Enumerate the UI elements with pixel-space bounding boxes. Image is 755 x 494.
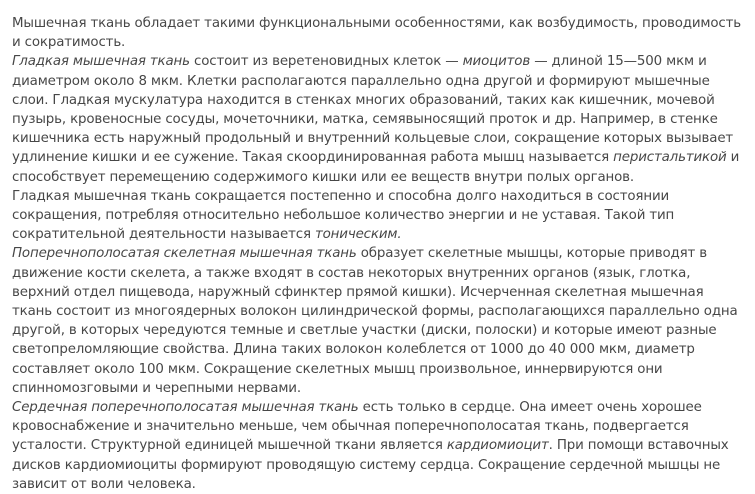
paragraph-text: и способствует перемещению содержимого кишки или ее веществ внутри полых органов. bbox=[12, 150, 740, 185]
paragraph-smooth-muscle bbox=[12, 52, 742, 186]
paragraph-cardiac-muscle bbox=[12, 398, 742, 494]
term-cardiomyocyte: кардиомиоцит bbox=[446, 438, 549, 454]
paragraph-text: образует скелетные мышцы, которые приводят в движение кости скелета, а также входят в состав некоторых внутренних органов (язык, глотка, верхний отдел пищевода, наружный сфинктер прямой кишки). Исчерченная скелетная мышечная ткань состоит из многоядерных волокон цилиндрической формы, располагающихся параллельно одна другой, в которых чередуются темные и светлые участки (диски, полоски) и которые имеют разные светопреломляющие свойства. Длина таких волокон колеблется от 1000 до 40 000 мкм, диаметр составляет около 100 мкм. Сокращение скелетных мышц произвольное, иннервируются они спинномозговыми и черепными нервами. bbox=[12, 246, 738, 396]
term-smooth-muscle: Гладкая мышечная ткань bbox=[12, 54, 190, 70]
term-myocytes: миоцитов bbox=[462, 54, 531, 70]
paragraph-skeletal-muscle bbox=[12, 244, 742, 398]
paragraph-text: . При помощи вставочных дисков кардиомиоциты формируют проводящую систему сердца. Сокращение сердечной мышцы не зависит от воли человека. bbox=[12, 438, 729, 492]
paragraph-text: есть только в сердце. Она имеет очень хорошее кровоснабжение и значительно меньше, чем обычная поперечнополосатая ткань, подвергается усталости. Структурной единицей мышечной ткани является bbox=[12, 400, 702, 454]
paragraph-text: Мышечная ткань обладает такими функциональными особенностями, как возбудимость, проводимость и сократимость. bbox=[12, 16, 742, 51]
paragraph-text: — длиной 15—500 мкм и диаметром около 8 мкм. Клетки располагаются параллельно одна другой и формируют мышечные слои. Гладкая мускулатура находится в стенках многих образований, таких как кишечник, мочевой пузырь, кровеносные сосуды, мочеточники, матка, семявыносящий проток и др. Например, в стенке кишечника есть наружный продольный и внутренний кольцевые слои, сокращение которых вызывает удлинение кишки и ее сужение. Такая скоординированная работа мышц называется bbox=[12, 54, 734, 166]
paragraph-text: Гладкая мышечная ткань сокращается постепенно и способна долго находиться в состоянии сокращения, потребляя относительно небольшое количество энергии и не уставая. Такой тип сократительной деятельности называется bbox=[12, 188, 675, 243]
paragraph-text: состоит из веретеновидных клеток — bbox=[189, 54, 463, 70]
term-cardiac-muscle: Сердечная поперечнополосатая мышечная ткань bbox=[12, 400, 359, 416]
article-body bbox=[12, 14, 742, 494]
term-peristalsis: перистальтикой bbox=[613, 150, 727, 166]
term-skeletal-muscle: Поперечнополосатая скелетная мышечная ткань bbox=[12, 246, 357, 262]
paragraph-intro bbox=[12, 14, 742, 52]
term-tonic: тоническим. bbox=[314, 227, 402, 243]
paragraph-tonic bbox=[12, 187, 742, 245]
